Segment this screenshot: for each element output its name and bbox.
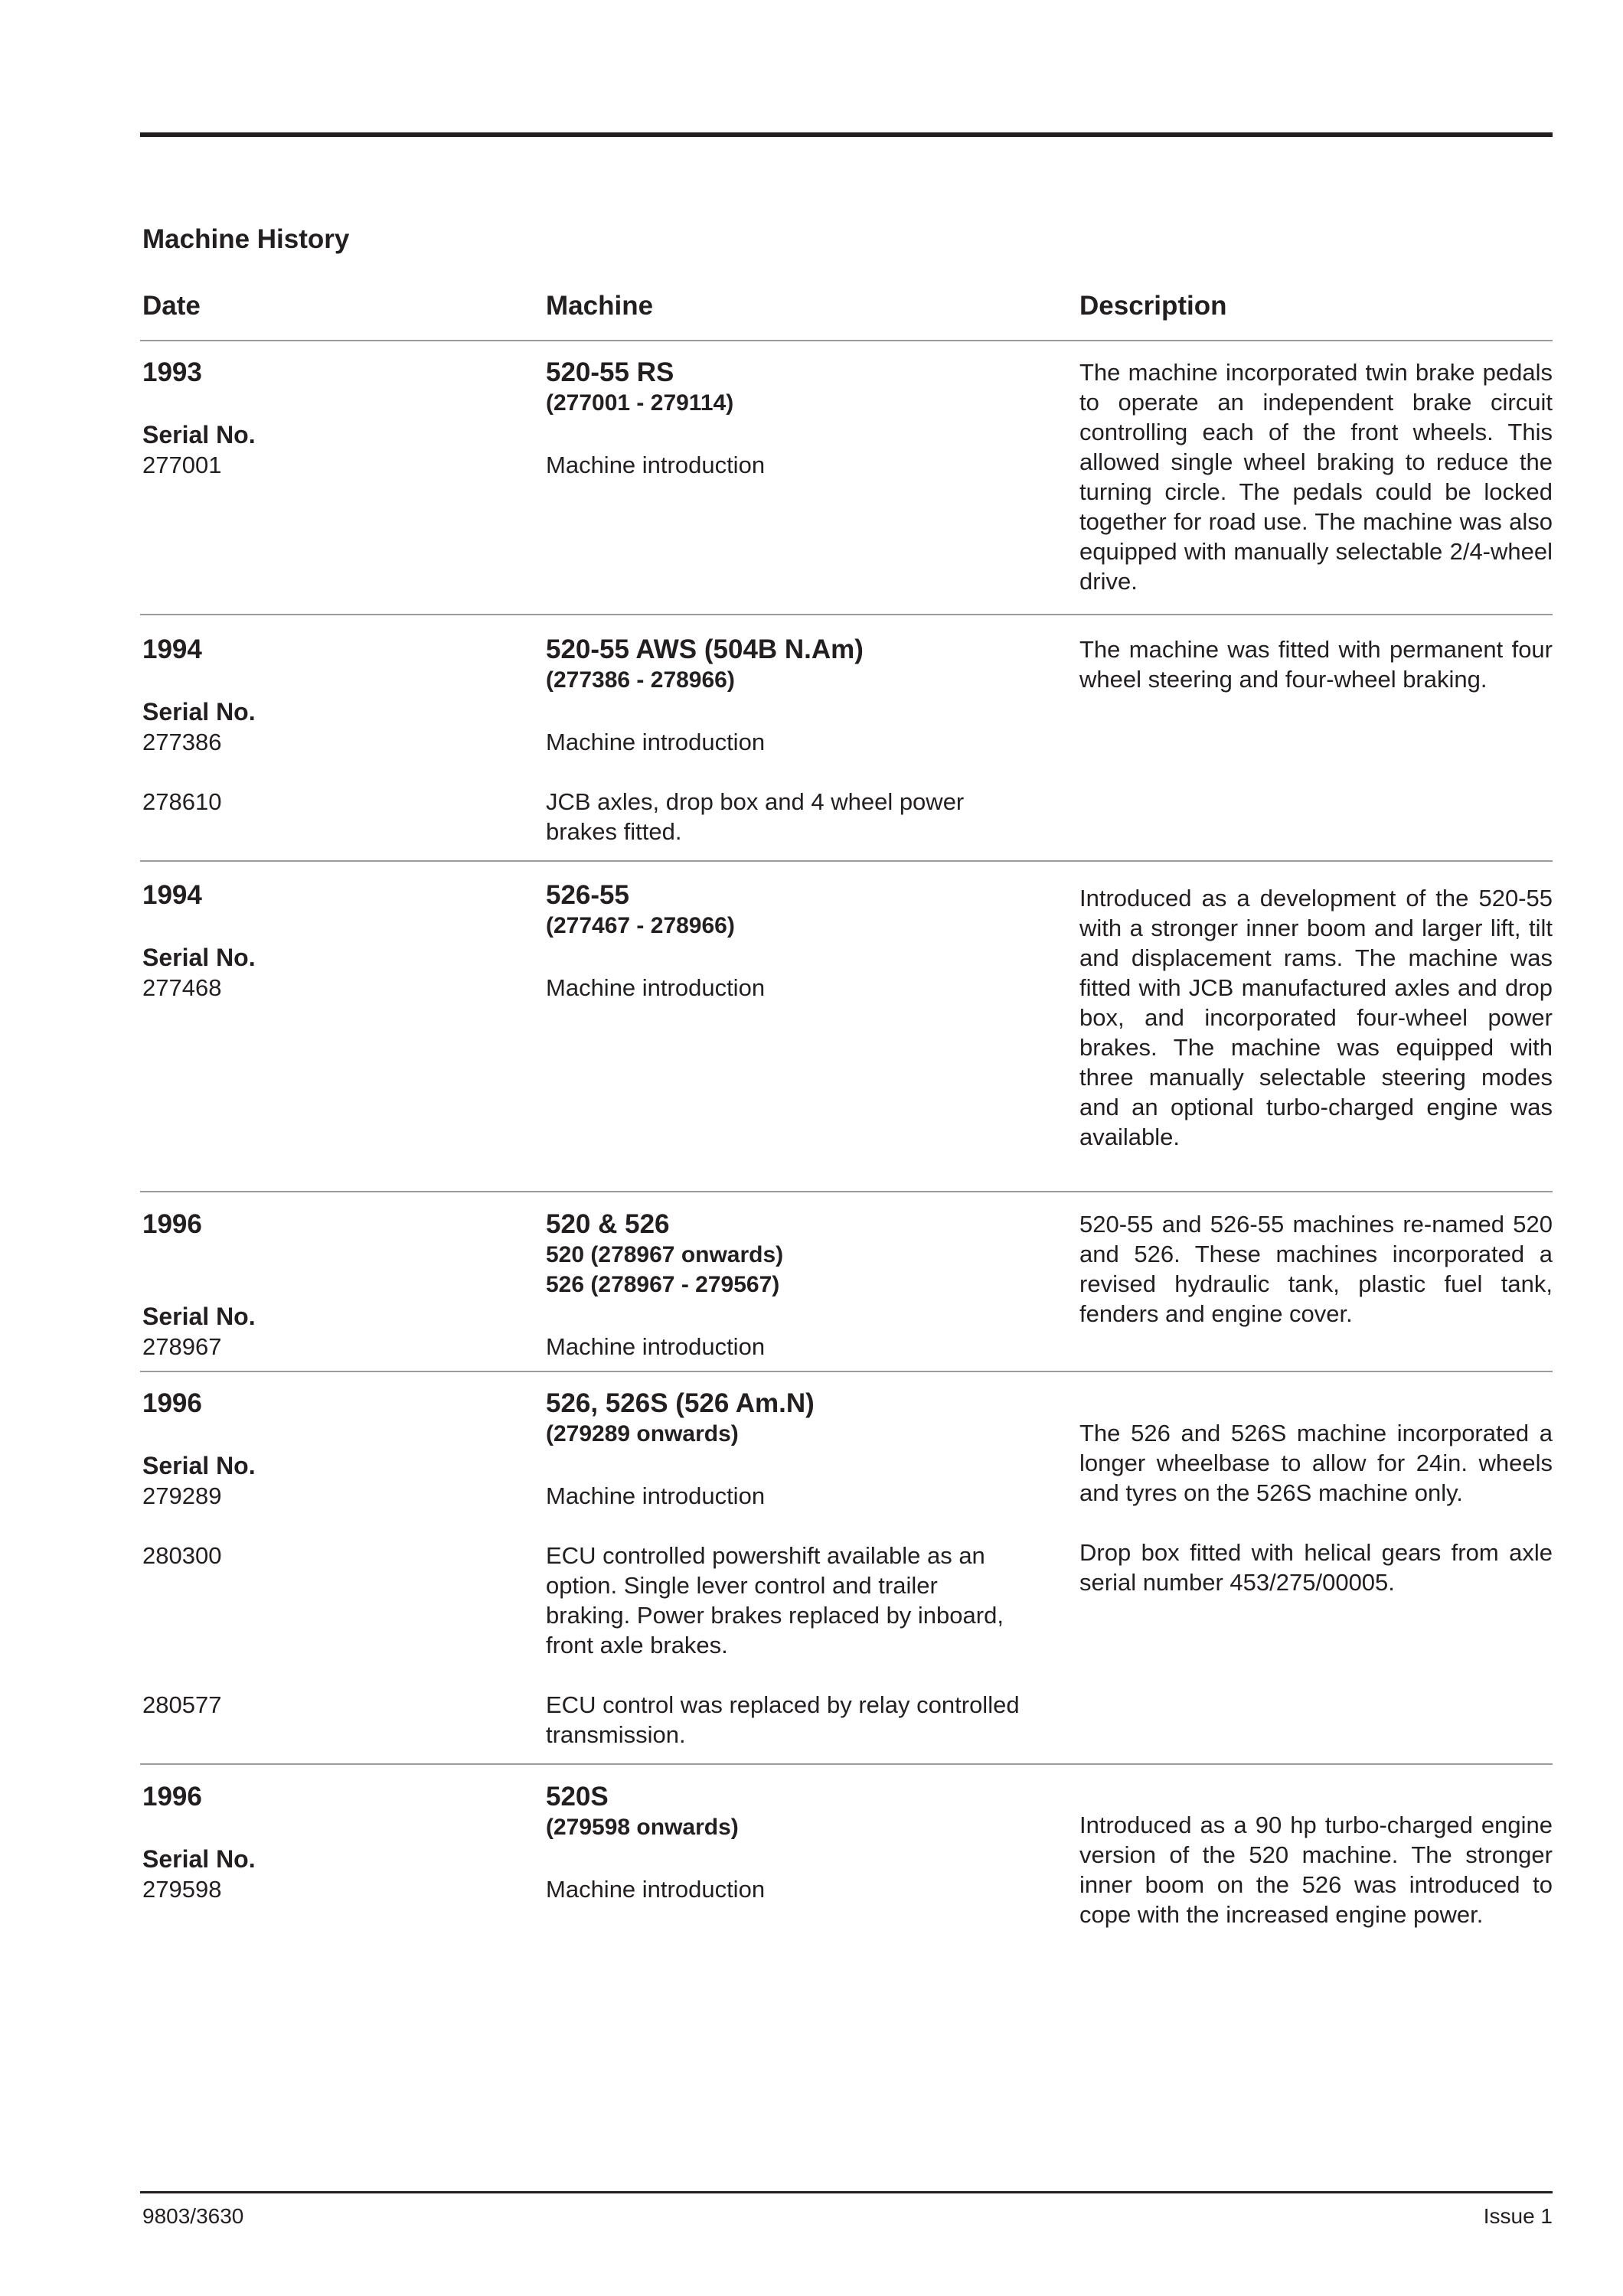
column-header-date: Date [142, 291, 201, 321]
entry-year: 1993 [142, 357, 202, 387]
machine-note: Machine introduction [546, 1876, 766, 1903]
serial-label: Serial No. [142, 1452, 256, 1479]
serial-range: 526 (278967 - 279567) [546, 1272, 780, 1297]
serial-range: 520 (278967 onwards) [546, 1242, 784, 1267]
serial-label: Serial No. [142, 944, 256, 971]
machine-note: ECU control was replaced by relay controlled transmission. [546, 1691, 1020, 1748]
serial-range: (277001 - 279114) [546, 390, 734, 416]
entry-year: 1994 [142, 880, 202, 910]
entry-year: 1996 [142, 1782, 202, 1812]
serial-number: 280300 [142, 1542, 222, 1569]
machine-model: 526-55 [546, 880, 629, 910]
machine-note: JCB axles, drop box and 4 wheel power brakes fitted. [546, 788, 965, 845]
bottom-rule [140, 2191, 1553, 2193]
serial-number: 279289 [142, 1482, 222, 1509]
serial-number: 278610 [142, 788, 222, 815]
machine-model: 520-55 RS [546, 357, 674, 387]
machine-model: 526, 526S (526 Am.N) [546, 1388, 815, 1418]
machine-note: Machine introduction [546, 729, 766, 755]
page-title: Machine History [142, 224, 350, 254]
header-divider [140, 340, 1553, 341]
machine-note: ECU controlled powershift available as an option. Single lever control and trailer braking. Power brakes replaced by inboard, front axle brakes. [546, 1542, 1004, 1658]
entry-year: 1994 [142, 634, 202, 664]
serial-number: 278967 [142, 1333, 222, 1360]
entry-year: 1996 [142, 1209, 202, 1239]
machine-model: 520S [546, 1782, 609, 1812]
entry-year: 1996 [142, 1388, 202, 1418]
serial-number: 277468 [142, 974, 222, 1001]
serial-number: 280577 [142, 1691, 222, 1718]
entry-description: The machine incorporated twin brake pedals to operate an independent brake circuit controlling each of the front wheels. This allowed single wheel braking to reduce the turning circle. The pedals could be locked together for road use. The machine was also equipped with manually selectable 2/4-wheel drive. [1079, 359, 1553, 595]
entry-description: The machine was fitted with permanent four wheel steering and four-wheel braking. [1079, 636, 1553, 693]
entry-divider [140, 614, 1553, 615]
entry-divider [140, 860, 1553, 862]
serial-number: 277001 [142, 452, 222, 478]
serial-label: Serial No. [142, 1303, 256, 1330]
machine-model: 520 & 526 [546, 1209, 670, 1239]
serial-range: (279289 onwards) [546, 1421, 739, 1446]
serial-label: Serial No. [142, 421, 256, 448]
column-header-machine: Machine [546, 291, 654, 321]
machine-note: Machine introduction [546, 1333, 766, 1360]
entry-description: 520-55 and 526-55 machines re-named 520 and 526. These machines incorporated a revised hydraulic tank, plastic fuel tank, fenders and engine cover. [1079, 1211, 1553, 1327]
column-header-description: Description [1079, 291, 1227, 321]
entry-description: Introduced as a development of the 520-55 with a stronger inner boom and larger lift, tilt and displacement rams. The machine was fitted with JCB manufactured axles and drop box, and incorporated four-wheel power brakes. The machine was equipped with three manually selectable steering modes and an optional turbo-charged engine was available. [1079, 885, 1553, 1150]
entry-description: The 526 and 526S machine incorporated a longer wheelbase to allow for 24in. wheels and tyres on the 526S machine only. [1079, 1420, 1553, 1506]
serial-range: (277386 - 278966) [546, 667, 735, 693]
top-rule [140, 132, 1553, 137]
machine-note: Machine introduction [546, 974, 766, 1001]
machine-note: Machine introduction [546, 452, 766, 478]
entry-description: Drop box fitted with helical gears from axle serial number 453/275/00005. [1079, 1539, 1553, 1596]
entry-description: Introduced as a 90 hp turbo-charged engine version of the 520 machine. The stronger inner boom on the 526 was introduced to cope with the increased engine power. [1079, 1812, 1553, 1928]
serial-range: (277467 - 278966) [546, 913, 735, 938]
entry-divider [140, 1763, 1553, 1765]
issue-label: Issue 1 [1483, 2204, 1553, 2228]
machine-note: Machine introduction [546, 1482, 766, 1509]
entry-divider [140, 1371, 1553, 1372]
document-number: 9803/3630 [142, 2204, 244, 2228]
serial-label: Serial No. [142, 698, 256, 726]
machine-model: 520-55 AWS (504B N.Am) [546, 634, 864, 664]
serial-range: (279598 onwards) [546, 1815, 739, 1840]
entry-divider [140, 1191, 1553, 1192]
serial-label: Serial No. [142, 1845, 256, 1873]
serial-number: 279598 [142, 1876, 222, 1903]
serial-number: 277386 [142, 729, 222, 755]
